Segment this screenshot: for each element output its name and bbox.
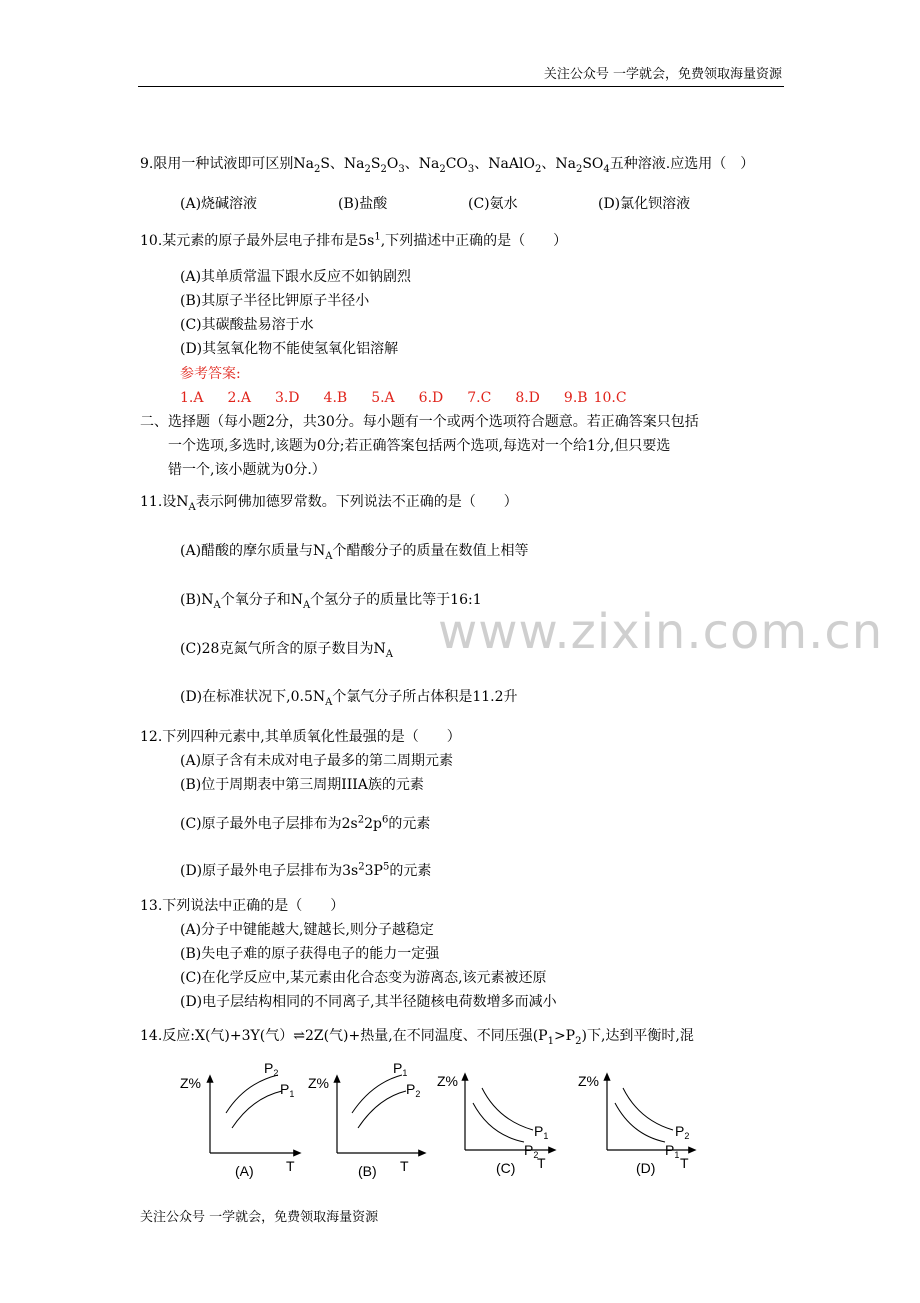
section-2-line-2: 一个选项,多选时,该题为0分;若正确答案包括两个选项,每选对一个给1分,但只要选: [168, 438, 671, 454]
question-13-option-c: (C)在化学反应中,某元素由化合态变为游离态,该元素被还原: [180, 970, 547, 986]
svg-text:P2: $P_2$: [406, 1081, 421, 1099]
graph-a-y-label: Z%: [180, 1075, 201, 1091]
question-9-option-b: (B)盐酸: [338, 196, 388, 212]
question-12-option-c: (C)原子最外电子层排布为$2s^22p^6$的元素: [180, 814, 431, 832]
question-9-option-a: (A)烧碱溶液: [180, 196, 258, 212]
watermark: www.zixin.com.cn: [438, 604, 884, 660]
graphs-row: [140, 1058, 780, 1188]
answer-item: 8.D: [515, 390, 540, 406]
question-12-option-b: (B)位于周期表中第三周期IIIA族的元素: [180, 777, 424, 793]
answer-item: 10.C: [593, 390, 627, 406]
svg-text:P1: $P_1$: [393, 1060, 408, 1078]
answer-item: 9.B: [563, 390, 588, 406]
question-11-option-c: (C)28克氮气所含的原子数目为$N_A$: [180, 641, 393, 660]
graph-a-upper-curve: [226, 1075, 278, 1113]
graph-panel-a: [180, 1060, 298, 1179]
question-10-option-b: (B)其原子半径比钾原子半径小: [180, 293, 370, 309]
answer-label: 参考答案:: [180, 366, 241, 382]
question-11-stem: 11.设$N_A$表示阿佛加德罗常数。下列说法不正确的是（ ）: [140, 494, 518, 513]
graph-d-x-label: T: [680, 1155, 689, 1171]
question-11-option-d: (D)在标准状况下$,0.5N_A$个氯气分子所占体积是11.2升: [180, 689, 518, 708]
answer-item: 2.A: [227, 390, 251, 406]
question-13-stem: 13.下列说法中正确的是（ ）: [140, 898, 345, 914]
answer-item: 6.D: [418, 390, 444, 406]
question-10-stem: 10.某元素的原子最外层电子排布是$5s^1$,下列描述中正确的是（ ）: [140, 231, 568, 249]
question-9-option-c: (C)氨水: [468, 196, 518, 212]
page-header: 关注公众号 一学就会，免费领取海量资源: [543, 67, 782, 82]
answer-item: 1.A: [180, 390, 204, 406]
question-13-option-b: (B)失电子难的原子获得电子的能力一定强: [180, 946, 440, 962]
graphs-svg: [140, 1058, 780, 1188]
question-13-option-a: (A)分子中键能越大,键越长,则分子越稳定: [180, 922, 434, 938]
svg-text:P2: $P_2$: [264, 1060, 279, 1078]
answer-list: [180, 389, 627, 407]
graph-c-label: (C): [496, 1160, 516, 1176]
equilibrium-arrow-icon: ⇌: [293, 1028, 305, 1044]
graph-a-label: (A): [235, 1163, 254, 1179]
question-9-stem: 9.限用一种试液即可区别$Na_2S$、$Na_2S_2O_3$、$Na_2CO_3$、NaAlO$_2$、$Na_2SO_4$五种溶液.应选用（ ）: [140, 156, 755, 175]
page-footer: 关注公众号 一学就会，免费领取海量资源: [140, 1210, 379, 1225]
svg-text:P1: $P_1$: [665, 1142, 680, 1160]
question-10-option-c: (C)其碳酸盐易溶于水: [180, 317, 314, 333]
answer-item: 3.D: [274, 390, 300, 406]
answer-item: 5.A: [371, 390, 395, 406]
section-2-line-3: 错一个,该小题就为0分.）: [168, 462, 326, 478]
graph-a-x-label: T: [286, 1158, 295, 1174]
question-12-option-d: (D)原子最外电子层排布为$3s^23P^5$的元素: [180, 861, 432, 879]
header-rule: [138, 86, 784, 87]
question-13-option-d: (D)电子层结构相同的不同离子,其半径随核电荷数增多而减小: [180, 994, 557, 1010]
question-12-option-a: (A)原子含有未成对电子最多的第二周期元素: [180, 753, 454, 769]
question-9-option-d: (D)氯化钡溶液: [598, 196, 691, 212]
graph-panel-b: [308, 1060, 423, 1179]
graph-panel-c: [437, 1073, 553, 1176]
graph-c-x-label: T: [537, 1155, 546, 1171]
question-11-option-a: (A)醋酸的摩尔质量与$N_A$个醋酸分子的质量在数值上相等: [180, 543, 529, 562]
graph-c-upper-curve: [482, 1088, 533, 1130]
graph-b-y-label: Z%: [308, 1075, 329, 1091]
graph-d-y-label: Z%: [578, 1073, 599, 1089]
question-10-option-d: (D)其氢氧化物不能使氢氧化铝溶解: [180, 341, 399, 357]
graph-c-y-label: Z%: [437, 1073, 458, 1089]
question-11-option-b: $(B)N_A$个氧分子和$N_A$个氢分子的质量比等于16:1: [180, 592, 482, 611]
graph-c-lower-curve: [473, 1103, 524, 1142]
svg-text:P2: $P_2$: [675, 1123, 690, 1141]
question-14-stem: 14.反应:X(气)+3Y(气）⇌2Z(气)+热量,在不同温度、不同压强$(P_1>P_2)$下,达到平衡时,混: [140, 1028, 694, 1047]
svg-text:P1: $P_1$: [280, 1081, 295, 1099]
graph-b-label: (B): [358, 1163, 377, 1179]
graph-d-label: (D): [636, 1160, 656, 1176]
svg-text:P2: $P_2$: [524, 1142, 539, 1160]
answer-item: 4.B: [323, 390, 348, 406]
graph-b-upper-curve: [352, 1075, 402, 1113]
question-12-stem: 12.下列四种元素中,其单质氧化性最强的是（ ）: [140, 729, 461, 745]
svg-text:P1: $P_1$: [534, 1123, 549, 1141]
graph-d-lower-curve: [615, 1103, 665, 1142]
graph-panel-d: [578, 1073, 693, 1176]
answer-item: 7.C: [467, 390, 492, 406]
question-10-option-a: (A)其单质常温下跟水反应不如钠剧烈: [180, 269, 412, 285]
graph-b-x-label: T: [400, 1158, 409, 1174]
section-2-heading: 二、选择题（每小题2分，共30分。每小题有一个或两个选项符合题意。若正确答案只包括: [140, 414, 699, 430]
